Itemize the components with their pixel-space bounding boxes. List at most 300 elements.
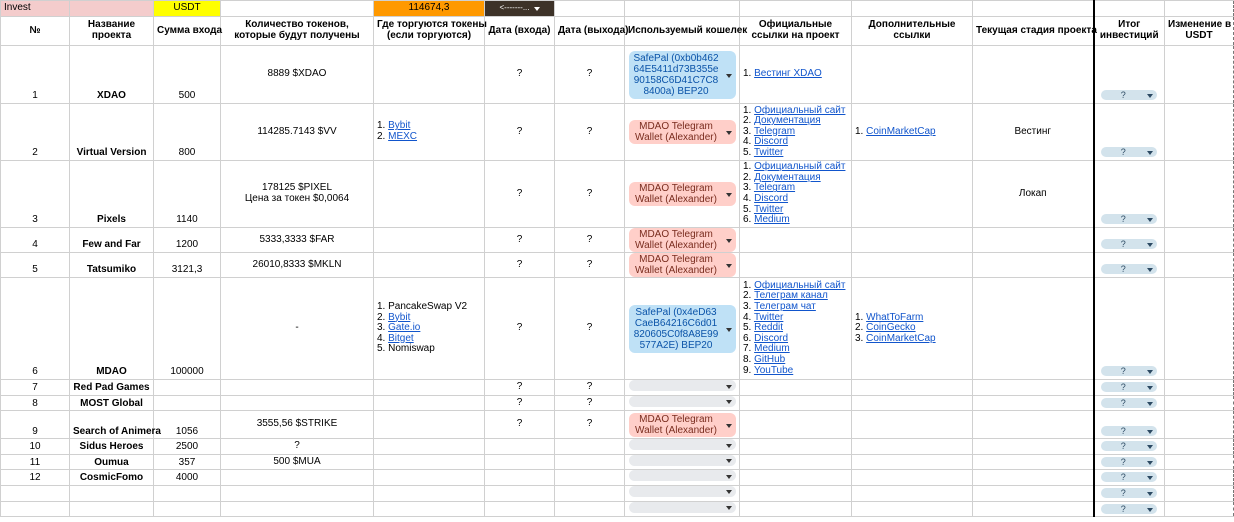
date-out[interactable]: ?: [555, 278, 625, 380]
top-empty-cell[interactable]: [973, 1, 1094, 17]
header-result[interactable]: [1094, 17, 1165, 46]
chevron-down-icon: [1147, 430, 1153, 434]
list-item-number: 3.: [377, 322, 389, 334]
list-item-link[interactable]: GitHub: [754, 353, 786, 365]
wallet-dropdown[interactable]: [629, 305, 736, 353]
row-number[interactable]: 3: [1, 161, 70, 228]
top-empty-cell[interactable]: [1094, 1, 1165, 17]
list-item-link[interactable]: Twitter: [753, 203, 784, 215]
change-usdt-cell[interactable]: [1165, 501, 1234, 517]
change-usdt-cell[interactable]: [1165, 253, 1234, 278]
list-item-number: 6.: [743, 332, 755, 344]
wallet-dropdown[interactable]: [629, 120, 736, 144]
change-usdt-cell[interactable]: [1165, 454, 1234, 470]
official-links-cell[interactable]: [740, 439, 852, 455]
entry-amount[interactable]: 500: [154, 46, 221, 104]
header-stage[interactable]: Текущая стадия проекта: [973, 17, 1094, 46]
list-item-link[interactable]: Twitter: [753, 311, 784, 323]
row-number[interactable]: 9: [1, 411, 70, 439]
exchanges-cell[interactable]: [374, 411, 485, 439]
project-name[interactable]: XDAO: [70, 46, 154, 104]
result-cell[interactable]: [1094, 439, 1165, 455]
wallet-dropdown[interactable]: [629, 502, 736, 513]
tokens-cell[interactable]: [221, 228, 374, 253]
wallet-dropdown[interactable]: [629, 253, 736, 277]
extra-links-cell[interactable]: [852, 253, 973, 278]
project-name[interactable]: Search of Animera: [70, 411, 154, 439]
wallet-cell[interactable]: [625, 485, 740, 501]
wallet-dropdown-label: MDAO Telegram Wallet (Alexander): [635, 183, 717, 205]
result-cell[interactable]: [1094, 228, 1165, 253]
wallet-dropdown-label: SafePal (0xb0b46264E5411d73B355e90158C6D41C7C88400a) BEP20: [633, 52, 719, 97]
wallet-dropdown[interactable]: [629, 455, 736, 466]
tokens-cell[interactable]: [221, 501, 374, 517]
list-item: [743, 69, 848, 80]
extra-links-cell[interactable]: [852, 278, 973, 380]
tokens-cell[interactable]: [221, 485, 374, 501]
wallet-cell[interactable]: [625, 454, 740, 470]
wallet-cell[interactable]: [625, 501, 740, 517]
result-cell[interactable]: [1094, 395, 1165, 411]
wallet-dropdown[interactable]: [629, 439, 736, 450]
extra-links-cell[interactable]: [852, 439, 973, 455]
result-cell[interactable]: [1094, 470, 1165, 486]
change-usdt-cell[interactable]: [1165, 228, 1234, 253]
date-in[interactable]: ?: [485, 278, 555, 380]
result-dropdown[interactable]: [1101, 488, 1157, 498]
exchanges-cell[interactable]: [374, 228, 485, 253]
stage-cell[interactable]: [973, 501, 1094, 517]
change-usdt-cell[interactable]: [1165, 439, 1234, 455]
wallet-cell[interactable]: [625, 411, 740, 439]
date-in[interactable]: ?: [485, 228, 555, 253]
chevron-down-icon: [1147, 94, 1153, 98]
row-number[interactable]: 4: [1, 228, 70, 253]
row-number[interactable]: 8: [1, 395, 70, 411]
date-out[interactable]: ?: [555, 395, 625, 411]
chevron-down-icon: [726, 444, 732, 448]
entry-amount[interactable]: 4000: [154, 470, 221, 486]
list-item-link[interactable]: Документация: [754, 171, 821, 183]
stage-cell[interactable]: [973, 380, 1094, 396]
official-links-cell[interactable]: [740, 380, 852, 396]
list-item: 1. PancakeSwap V2: [377, 301, 468, 313]
row-number[interactable]: [1, 485, 70, 501]
project-name[interactable]: MDAO: [70, 278, 154, 380]
chevron-down-icon: [1147, 151, 1153, 155]
project-name[interactable]: MOST Global: [70, 395, 154, 411]
date-in[interactable]: [485, 454, 555, 470]
list-item-number: 8.: [743, 353, 755, 365]
list-item-link[interactable]: Документация: [754, 115, 821, 127]
wallet-dropdown[interactable]: [629, 51, 736, 99]
project-name[interactable]: Virtual Version: [70, 104, 154, 161]
wallet-cell[interactable]: [625, 278, 740, 380]
date-out[interactable]: ?: [555, 46, 625, 104]
project-name[interactable]: [70, 501, 154, 517]
change-usdt-cell[interactable]: [1165, 278, 1234, 380]
list-item-link[interactable]: Telegram: [753, 182, 796, 194]
exchanges-cell[interactable]: [374, 485, 485, 501]
date-out[interactable]: ?: [555, 411, 625, 439]
date-in[interactable]: ?: [485, 46, 555, 104]
date-out[interactable]: ?: [555, 228, 625, 253]
tokens-cell[interactable]: [221, 253, 374, 278]
change-usdt-cell[interactable]: [1165, 485, 1234, 501]
toggle-dropdown[interactable]: [496, 2, 544, 15]
date-out[interactable]: ?: [555, 104, 625, 161]
result-dropdown[interactable]: [1101, 239, 1157, 249]
stage-cell[interactable]: [973, 439, 1094, 455]
result-dropdown[interactable]: [1101, 90, 1157, 100]
list-item-number: 7.: [743, 343, 755, 355]
entry-amount[interactable]: 2500: [154, 439, 221, 455]
result-cell[interactable]: [1094, 380, 1165, 396]
wallet-cell[interactable]: [625, 228, 740, 253]
entry-amount[interactable]: 1140: [154, 161, 221, 228]
date-in[interactable]: [485, 439, 555, 455]
result-dropdown[interactable]: [1101, 441, 1157, 451]
stage-cell[interactable]: [973, 228, 1094, 253]
top-empty-cell[interactable]: [221, 1, 374, 17]
result-dropdown-label: ?: [1120, 503, 1126, 514]
list-item-link[interactable]: YouTube: [753, 364, 794, 376]
project-name[interactable]: Oumua: [70, 454, 154, 470]
date-out[interactable]: [555, 501, 625, 517]
extra-links-cell[interactable]: [852, 411, 973, 439]
result-cell[interactable]: [1094, 485, 1165, 501]
list-item-link[interactable]: Telegram: [753, 125, 796, 137]
wallet-cell[interactable]: [625, 46, 740, 104]
row-number[interactable]: 11: [1, 454, 70, 470]
stage-cell[interactable]: [973, 395, 1094, 411]
list-item-link[interactable]: CoinGecko: [866, 322, 916, 334]
top-empty-cell[interactable]: [70, 1, 154, 17]
tokens-cell[interactable]: [221, 454, 374, 470]
stage-cell[interactable]: [973, 46, 1094, 104]
list-item-link[interactable]: Bybit: [388, 311, 411, 323]
date-out[interactable]: [555, 454, 625, 470]
official-links-cell[interactable]: [740, 470, 852, 486]
entry-amount[interactable]: 800: [154, 104, 221, 161]
exchanges-cell[interactable]: [374, 253, 485, 278]
currency-label-cell[interactable]: USDT: [154, 1, 221, 17]
list-item-link[interactable]: Discord: [754, 136, 789, 148]
row-number[interactable]: 5: [1, 253, 70, 278]
official-links-cell[interactable]: [740, 253, 852, 278]
entry-amount[interactable]: [154, 501, 221, 517]
tokens-cell[interactable]: [221, 470, 374, 486]
project-name[interactable]: Tatsumiko: [70, 253, 154, 278]
wallet-dropdown[interactable]: [629, 470, 736, 481]
row-number[interactable]: 12: [1, 470, 70, 486]
change-usdt-cell[interactable]: [1165, 380, 1234, 396]
stage-cell[interactable]: [973, 253, 1094, 278]
entry-amount[interactable]: 357: [154, 454, 221, 470]
official-links-cell[interactable]: [740, 228, 852, 253]
result-dropdown[interactable]: [1101, 264, 1157, 274]
date-out[interactable]: [555, 485, 625, 501]
stage-cell[interactable]: Вестинг: [973, 104, 1094, 161]
header-change[interactable]: [1165, 17, 1234, 46]
entry-amount[interactable]: 1056: [154, 411, 221, 439]
link-list: [743, 162, 848, 226]
extra-links-cell[interactable]: [852, 161, 973, 228]
list-item-link[interactable]: CoinMarketCap: [866, 125, 936, 137]
top-empty-cell[interactable]: [555, 1, 625, 17]
header-result-line: инвестиций: [1099, 30, 1159, 41]
exchanges-cell[interactable]: [374, 161, 485, 228]
official-links-cell[interactable]: [740, 485, 852, 501]
wallet-cell[interactable]: [625, 395, 740, 411]
list-item-link[interactable]: WhatToFarm: [866, 311, 924, 323]
wallet-cell[interactable]: [625, 161, 740, 228]
exchanges-cell[interactable]: [374, 278, 485, 380]
official-links-cell[interactable]: [740, 454, 852, 470]
extra-links-cell[interactable]: [852, 501, 973, 517]
entry-amount[interactable]: 3121,3: [154, 253, 221, 278]
official-links-cell[interactable]: [740, 395, 852, 411]
list-item-link[interactable]: Bitget: [388, 332, 414, 344]
result-cell[interactable]: [1094, 454, 1165, 470]
change-usdt-cell[interactable]: [1165, 395, 1234, 411]
result-cell[interactable]: [1094, 411, 1165, 439]
official-links-cell[interactable]: [740, 501, 852, 517]
change-usdt-cell[interactable]: [1165, 161, 1234, 228]
row-number[interactable]: 1: [1, 46, 70, 104]
wallet-cell[interactable]: [625, 104, 740, 161]
official-links-cell[interactable]: [740, 278, 852, 380]
result-cell[interactable]: [1094, 501, 1165, 517]
list-item: [743, 215, 848, 226]
change-usdt-cell[interactable]: [1165, 46, 1234, 104]
project-name[interactable]: CosmicFomo: [70, 470, 154, 486]
top-empty-cell[interactable]: [852, 1, 973, 17]
exchanges-cell[interactable]: [374, 380, 485, 396]
tokens-cell[interactable]: [221, 104, 374, 161]
header-where[interactable]: [374, 17, 485, 46]
extra-links-cell[interactable]: [852, 470, 973, 486]
stage-cell[interactable]: [973, 470, 1094, 486]
wallet-cell[interactable]: [625, 470, 740, 486]
extra-links-cell[interactable]: [852, 46, 973, 104]
wallet-dropdown[interactable]: [629, 486, 736, 497]
wallet-dropdown[interactable]: [629, 396, 736, 407]
header-change-line: Изменение в: [1168, 19, 1232, 31]
change-usdt-cell[interactable]: [1165, 104, 1234, 161]
wallet-cell[interactable]: [625, 380, 740, 396]
row-number[interactable]: 2: [1, 104, 70, 161]
extra-links-cell[interactable]: [852, 104, 973, 161]
wallet-dropdown[interactable]: [629, 182, 736, 206]
exchanges-cell[interactable]: [374, 46, 485, 104]
date-in[interactable]: [485, 501, 555, 517]
wallet-dropdown[interactable]: [629, 380, 736, 391]
exchanges-cell[interactable]: [374, 470, 485, 486]
project-name[interactable]: Pixels: [70, 161, 154, 228]
project-name[interactable]: Sidus Heroes: [70, 439, 154, 455]
tokens-cell[interactable]: [221, 278, 374, 380]
date-in[interactable]: [485, 470, 555, 486]
invest-label-cell[interactable]: Invest: [1, 1, 70, 17]
tokens-line: -: [295, 322, 299, 334]
top-empty-cell[interactable]: [740, 1, 852, 17]
entry-amount[interactable]: 100000: [154, 278, 221, 380]
exchanges-cell[interactable]: [374, 104, 485, 161]
list-item-link[interactable]: MEXC: [388, 131, 418, 142]
list-item-link[interactable]: Medium: [754, 214, 790, 226]
header-where-line: (если торгуются): [386, 30, 472, 41]
extra-links-cell[interactable]: [852, 454, 973, 470]
date-out[interactable]: ?: [555, 253, 625, 278]
header-wallet[interactable]: Используемый кошелек: [625, 17, 740, 46]
tokens-line: 178125 $PIXEL: [261, 182, 333, 194]
tokens-cell[interactable]: [221, 161, 374, 228]
stage-cell[interactable]: [973, 278, 1094, 380]
result-dropdown[interactable]: [1101, 504, 1157, 514]
date-in[interactable]: ?: [485, 411, 555, 439]
list-item-link[interactable]: Вестинг XDAO: [754, 68, 822, 80]
header-date-out[interactable]: Дата (выхода): [555, 17, 625, 46]
extra-links-cell[interactable]: [852, 228, 973, 253]
result-cell[interactable]: [1094, 46, 1165, 104]
exchanges-cell[interactable]: [374, 454, 485, 470]
result-dropdown[interactable]: [1101, 382, 1157, 392]
row-number[interactable]: 6: [1, 278, 70, 380]
result-cell[interactable]: [1094, 278, 1165, 380]
stage-cell[interactable]: [973, 411, 1094, 439]
tokens-line: 114285.7143 $VV: [257, 125, 337, 137]
date-in[interactable]: ?: [485, 395, 555, 411]
exchanges-cell[interactable]: [374, 501, 485, 517]
project-name[interactable]: [70, 485, 154, 501]
official-links-cell[interactable]: [740, 104, 852, 161]
list-item-number: 1.: [743, 68, 755, 80]
date-in[interactable]: ?: [485, 104, 555, 161]
row-number[interactable]: 7: [1, 380, 70, 396]
list-item-link[interactable]: Twitter: [753, 146, 784, 158]
stage-cell[interactable]: [973, 485, 1094, 501]
official-links-cell[interactable]: [740, 161, 852, 228]
chevron-down-icon: [1147, 461, 1153, 465]
result-cell[interactable]: [1094, 253, 1165, 278]
top-row: [1, 1, 1234, 17]
row-number[interactable]: 10: [1, 439, 70, 455]
result-dropdown[interactable]: [1101, 147, 1157, 157]
official-links-cell[interactable]: [740, 411, 852, 439]
list-item-link[interactable]: Discord: [754, 332, 789, 344]
chevron-down-icon: [1147, 508, 1153, 512]
tokens-cell[interactable]: [221, 395, 374, 411]
list-item-link[interactable]: Официальный сайт: [754, 104, 846, 116]
extra-links-cell[interactable]: [852, 395, 973, 411]
exchanges-cell[interactable]: [374, 395, 485, 411]
header-amount[interactable]: Сумма входа: [154, 17, 221, 46]
list-item-link[interactable]: Bybit: [388, 120, 411, 132]
row-number[interactable]: [1, 501, 70, 517]
tokens-cell[interactable]: [221, 380, 374, 396]
tokens-cell[interactable]: [221, 46, 374, 104]
result-dropdown[interactable]: [1101, 472, 1157, 482]
date-in[interactable]: ?: [485, 161, 555, 228]
date-out[interactable]: ?: [555, 380, 625, 396]
wallet-dropdown[interactable]: [629, 228, 736, 252]
extra-links-cell[interactable]: [852, 380, 973, 396]
date-out[interactable]: ?: [555, 161, 625, 228]
project-name[interactable]: Few and Far: [70, 228, 154, 253]
entry-amount[interactable]: [154, 395, 221, 411]
wallet-cell[interactable]: [625, 439, 740, 455]
list-item-link[interactable]: Официальный сайт: [754, 161, 846, 173]
header-num[interactable]: №: [1, 17, 70, 46]
result-dropdown[interactable]: [1101, 426, 1157, 436]
list-item-link[interactable]: Medium: [754, 343, 790, 355]
result-dropdown[interactable]: [1101, 366, 1157, 376]
list-item-link[interactable]: Discord: [754, 193, 789, 204]
table-row: [1, 439, 1234, 455]
tokens-cell[interactable]: [221, 411, 374, 439]
result-cell[interactable]: [1094, 161, 1165, 228]
wallet-cell[interactable]: [625, 253, 740, 278]
exchanges-cell[interactable]: [374, 439, 485, 455]
date-out[interactable]: [555, 470, 625, 486]
header-official-line: Официальные: [758, 19, 833, 31]
header-date-in[interactable]: Дата (входа): [485, 17, 555, 46]
list-item-link[interactable]: Телеграм канал: [754, 290, 828, 302]
toggle-cell[interactable]: [485, 1, 555, 17]
result-dropdown[interactable]: [1101, 457, 1157, 467]
list-item-number: 2.: [377, 131, 389, 142]
entry-amount[interactable]: [154, 485, 221, 501]
tokens-cell[interactable]: [221, 439, 374, 455]
wallet-dropdown[interactable]: [629, 413, 736, 437]
result-cell[interactable]: [1094, 104, 1165, 161]
header-official[interactable]: [740, 17, 852, 46]
link-list: [743, 106, 848, 159]
header-tokens[interactable]: [221, 17, 374, 46]
stage-cell[interactable]: [973, 454, 1094, 470]
list-item-number: 4.: [743, 136, 755, 148]
list-item-link[interactable]: Gate.io: [388, 322, 421, 334]
project-name[interactable]: Red Pad Games: [70, 380, 154, 396]
official-links-cell[interactable]: [740, 46, 852, 104]
date-out[interactable]: [555, 439, 625, 455]
top-empty-cell[interactable]: [625, 1, 740, 17]
list-item-link[interactable]: Официальный сайт: [754, 279, 846, 291]
entry-amount[interactable]: 1200: [154, 228, 221, 253]
top-empty-cell[interactable]: [1165, 1, 1234, 17]
total-invest-cell[interactable]: 114674,3: [374, 1, 485, 17]
chevron-down-icon: [1147, 243, 1153, 247]
header-name[interactable]: [70, 17, 154, 46]
date-in[interactable]: ?: [485, 380, 555, 396]
stage-cell[interactable]: Локап: [973, 161, 1094, 228]
result-dropdown[interactable]: [1101, 214, 1157, 224]
change-usdt-cell[interactable]: [1165, 411, 1234, 439]
list-item-number: 3.: [743, 182, 754, 194]
date-in[interactable]: ?: [485, 253, 555, 278]
change-usdt-cell[interactable]: [1165, 470, 1234, 486]
list-item-link[interactable]: CoinMarketCap: [866, 332, 936, 344]
extra-links-cell[interactable]: [852, 485, 973, 501]
date-in[interactable]: [485, 485, 555, 501]
list-item-link[interactable]: Телеграм чат: [754, 301, 816, 313]
header-extra[interactable]: [852, 17, 973, 46]
entry-amount[interactable]: [154, 380, 221, 396]
result-dropdown[interactable]: [1101, 398, 1157, 408]
header-name-line: Название: [87, 19, 136, 31]
list-item-link[interactable]: Reddit: [754, 322, 784, 334]
